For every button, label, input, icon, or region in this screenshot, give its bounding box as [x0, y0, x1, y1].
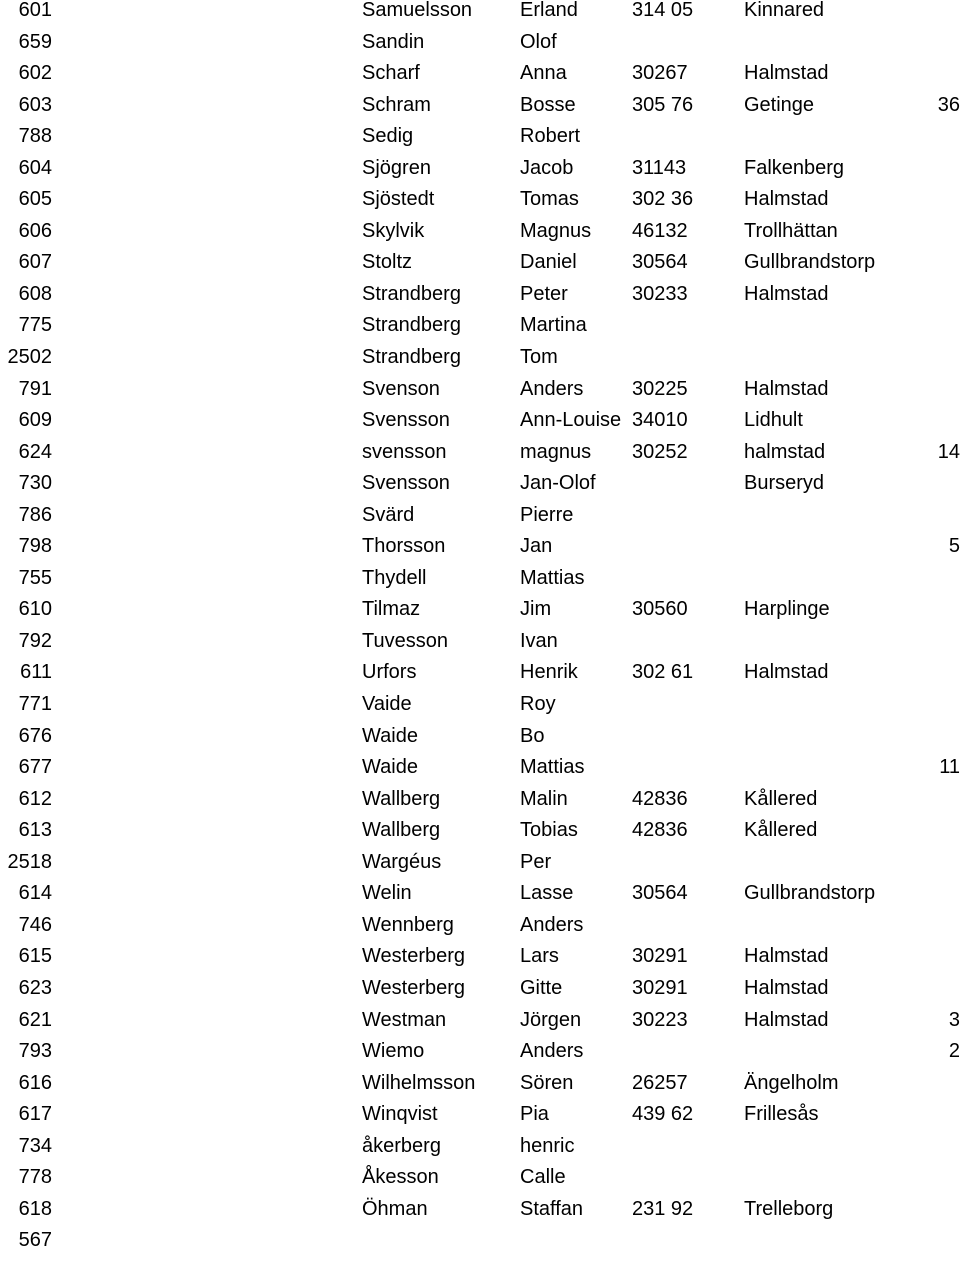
extra-number: 3	[948, 1008, 960, 1031]
city: Trelleborg	[744, 1197, 834, 1220]
last-name: Svensson	[362, 409, 450, 432]
last-name: Wennberg	[362, 913, 454, 936]
first-name: Anders	[520, 913, 584, 936]
member-id: 676	[18, 724, 52, 747]
extra-number: 14	[937, 440, 960, 463]
postal-code: 30233	[632, 282, 688, 305]
member-id: 604	[18, 156, 52, 179]
last-name: Thorsson	[362, 535, 446, 558]
first-name: Tobias	[520, 819, 578, 842]
first-name: Olof	[520, 30, 557, 53]
extra-number: 36	[937, 93, 960, 116]
postal-code: 31143	[632, 156, 687, 179]
postal-code: 314 05	[632, 0, 694, 21]
table-row	[0, 946, 960, 978]
table-row	[0, 662, 960, 694]
last-name: Svärd	[362, 503, 415, 526]
last-name: svensson	[362, 440, 447, 463]
first-name: Gitte	[520, 976, 563, 999]
first-name: Pia	[520, 1103, 549, 1126]
table-row	[0, 978, 960, 1010]
member-id: 617	[18, 1103, 52, 1126]
member-id: 2518	[7, 850, 52, 873]
member-id: 659	[18, 30, 52, 53]
table-row	[0, 347, 960, 379]
first-name: Tomas	[520, 188, 579, 211]
member-id: 607	[18, 251, 52, 274]
last-name: Åkesson	[362, 1166, 439, 1189]
postal-code: 46132	[632, 219, 688, 242]
last-name: Westerberg	[362, 945, 466, 968]
member-id: 616	[18, 1071, 52, 1094]
first-name: Malin	[520, 787, 568, 810]
first-name: Jim	[520, 598, 552, 621]
table-row	[0, 757, 960, 789]
city: Halmstad	[744, 976, 829, 999]
postal-code: 42836	[632, 787, 688, 810]
member-id: 612	[18, 787, 52, 810]
table-row	[0, 1199, 960, 1231]
member-id: 746	[18, 913, 52, 936]
member-id: 621	[18, 1008, 52, 1031]
member-id: 602	[18, 62, 52, 85]
table-row	[0, 0, 960, 32]
table-row	[0, 95, 960, 127]
last-name: Tilmaz	[362, 598, 421, 621]
table-row	[0, 158, 960, 190]
last-name: Sandin	[362, 30, 425, 53]
table-row	[0, 410, 960, 442]
city: Halmstad	[744, 661, 829, 684]
postal-code: 305 76	[632, 93, 694, 116]
city: Halmstad	[744, 377, 829, 400]
city: Trollhättan	[744, 219, 838, 242]
member-id: 609	[18, 409, 52, 432]
member-id: 567	[18, 1229, 52, 1252]
first-name: Jan-Olof	[520, 472, 596, 495]
last-name: Waide	[362, 724, 418, 747]
table-row	[0, 1010, 960, 1042]
member-id: 605	[18, 188, 52, 211]
first-name: Anders	[520, 377, 584, 400]
table-row	[0, 189, 960, 221]
first-name: Magnus	[520, 219, 592, 242]
first-name: Erland	[520, 0, 578, 21]
last-name: Winqvist	[362, 1103, 438, 1126]
first-name: Ivan	[520, 629, 558, 652]
table-row	[0, 536, 960, 568]
member-id: 618	[18, 1197, 52, 1220]
first-name: Martina	[520, 314, 587, 337]
last-name: Öhman	[362, 1197, 428, 1220]
first-name: Anders	[520, 1040, 584, 1063]
first-name: Per	[520, 850, 552, 873]
first-name: Anna	[520, 62, 567, 85]
first-name: Mattias	[520, 566, 585, 589]
member-id: 606	[18, 219, 52, 242]
member-id: 610	[18, 598, 52, 621]
member-id: 771	[18, 693, 52, 716]
last-name: Svensson	[362, 472, 450, 495]
member-id: 2502	[7, 346, 52, 369]
postal-code: 231 92	[632, 1197, 694, 1220]
first-name: magnus	[520, 440, 592, 463]
last-name: Westerberg	[362, 976, 466, 999]
first-name: Lars	[520, 945, 559, 968]
postal-code: 30291	[632, 976, 688, 999]
member-id: 734	[18, 1134, 52, 1157]
member-id: 613	[18, 819, 52, 842]
table-row	[0, 63, 960, 95]
postal-code: 30564	[632, 251, 688, 274]
table-row	[0, 1136, 960, 1168]
table-row	[0, 568, 960, 600]
table-row	[0, 631, 960, 663]
table-row	[0, 32, 960, 64]
first-name: Jacob	[520, 156, 574, 179]
table-row	[0, 1041, 960, 1073]
postal-code: 30223	[632, 1008, 688, 1031]
city: Harplinge	[744, 598, 830, 621]
city: Halmstad	[744, 282, 829, 305]
last-name: Wallberg	[362, 819, 441, 842]
postal-code: 26257	[632, 1071, 688, 1094]
member-id: 755	[18, 566, 52, 589]
member-id: 788	[18, 125, 52, 148]
last-name: Waide	[362, 756, 418, 779]
postal-code: 34010	[632, 409, 688, 432]
city: Frillesås	[744, 1103, 819, 1126]
table-row	[0, 1104, 960, 1136]
table-row	[0, 1073, 960, 1105]
member-id: 775	[18, 314, 52, 337]
last-name: Wallberg	[362, 787, 441, 810]
first-name: Robert	[520, 125, 581, 148]
postal-code: 30225	[632, 377, 688, 400]
table-row	[0, 315, 960, 347]
city: Halmstad	[744, 945, 829, 968]
member-id: 778	[18, 1166, 52, 1189]
table-row	[0, 820, 960, 852]
postal-code: 30267	[632, 62, 688, 85]
city: Halmstad	[744, 62, 829, 85]
last-name: Westman	[362, 1008, 447, 1031]
member-id: 624	[18, 440, 52, 463]
member-id: 791	[18, 377, 52, 400]
last-name: Vaide	[362, 693, 412, 716]
extra-number: 2	[948, 1040, 960, 1063]
city: Burseryd	[744, 472, 825, 495]
first-name: Peter	[520, 282, 568, 305]
last-name: Strandberg	[362, 282, 461, 305]
last-name: Sedig	[362, 125, 414, 148]
first-name: Lasse	[520, 882, 574, 905]
member-id: 603	[18, 93, 52, 116]
table-row	[0, 789, 960, 821]
postal-code: 30560	[632, 598, 688, 621]
table-row	[0, 473, 960, 505]
member-id: 793	[18, 1040, 52, 1063]
table-row	[0, 883, 960, 915]
member-id: 614	[18, 882, 52, 905]
member-id: 601	[18, 0, 52, 21]
last-name: Welin	[362, 882, 412, 905]
member-id: 798	[18, 535, 52, 558]
first-name: Staffan	[520, 1197, 584, 1220]
last-name: Thydell	[362, 566, 427, 589]
table-row	[0, 1167, 960, 1199]
table-row	[0, 221, 960, 253]
table-row	[0, 252, 960, 284]
first-name: Sören	[520, 1071, 574, 1094]
last-name: Wilhelmsson	[362, 1071, 476, 1094]
postal-code: 30291	[632, 945, 688, 968]
first-name: Jörgen	[520, 1008, 582, 1031]
first-name: Bo	[520, 724, 545, 747]
last-name: Sjöstedt	[362, 188, 435, 211]
table-row	[0, 126, 960, 158]
member-id: 608	[18, 282, 52, 305]
first-name: Daniel	[520, 251, 577, 274]
last-name: Strandberg	[362, 346, 461, 369]
city: Kållered	[744, 787, 818, 810]
postal-code: 30252	[632, 440, 688, 463]
member-id: 623	[18, 976, 52, 999]
first-name: Ann-Louise	[520, 409, 622, 432]
last-name: Scharf	[362, 62, 420, 85]
postal-code: 42836	[632, 819, 688, 842]
table-row	[0, 694, 960, 726]
first-name: Henrik	[520, 661, 578, 684]
member-id: 677	[18, 756, 52, 779]
last-name: Wiemo	[362, 1040, 425, 1063]
extra-number: 11	[939, 756, 960, 779]
member-id: 730	[18, 472, 52, 495]
last-name: Tuvesson	[362, 629, 448, 652]
city: Kinnared	[744, 0, 825, 21]
city: halmstad	[744, 440, 826, 463]
table-row	[0, 442, 960, 474]
first-name: Roy	[520, 693, 556, 716]
first-name: Calle	[520, 1166, 566, 1189]
member-id: 615	[18, 945, 52, 968]
last-name: Skylvik	[362, 219, 425, 242]
table-row	[0, 284, 960, 316]
table-row	[0, 599, 960, 631]
table-row	[0, 726, 960, 758]
last-name: Svenson	[362, 377, 440, 400]
city: Halmstad	[744, 188, 829, 211]
member-id: 786	[18, 503, 52, 526]
city: Halmstad	[744, 1008, 829, 1031]
table-row	[0, 505, 960, 537]
last-name: Sjögren	[362, 156, 431, 179]
first-name: Pierre	[520, 503, 574, 526]
first-name: henric	[520, 1134, 575, 1157]
table-row	[0, 379, 960, 411]
first-name: Mattias	[520, 756, 585, 779]
city: Lidhult	[744, 409, 803, 432]
postal-code: 302 61	[632, 661, 694, 684]
last-name: Strandberg	[362, 314, 461, 337]
last-name: Stoltz	[362, 251, 413, 274]
city: Gullbrandstorp	[744, 251, 876, 274]
last-name: Samuelsson	[362, 0, 473, 21]
member-id: 611	[20, 661, 52, 684]
last-name: Wargéus	[362, 850, 442, 873]
last-name: Urfors	[362, 661, 417, 684]
postal-code: 30564	[632, 882, 688, 905]
city: Getinge	[744, 93, 815, 116]
city: Gullbrandstorp	[744, 882, 876, 905]
first-name: Jan	[520, 535, 553, 558]
postal-code: 302 36	[632, 188, 694, 211]
last-name: åkerberg	[362, 1134, 441, 1157]
first-name: Tom	[520, 346, 558, 369]
postal-code: 439 62	[632, 1103, 694, 1126]
city: Ängelholm	[744, 1071, 839, 1094]
member-id: 792	[18, 629, 52, 652]
extra-number: 5	[948, 535, 960, 558]
city: Falkenberg	[744, 156, 845, 179]
first-name: Bosse	[520, 93, 576, 116]
table-row	[0, 915, 960, 947]
city: Kållered	[744, 819, 818, 842]
table-row	[0, 852, 960, 884]
last-name: Schram	[362, 93, 431, 116]
table-row	[0, 1230, 960, 1262]
